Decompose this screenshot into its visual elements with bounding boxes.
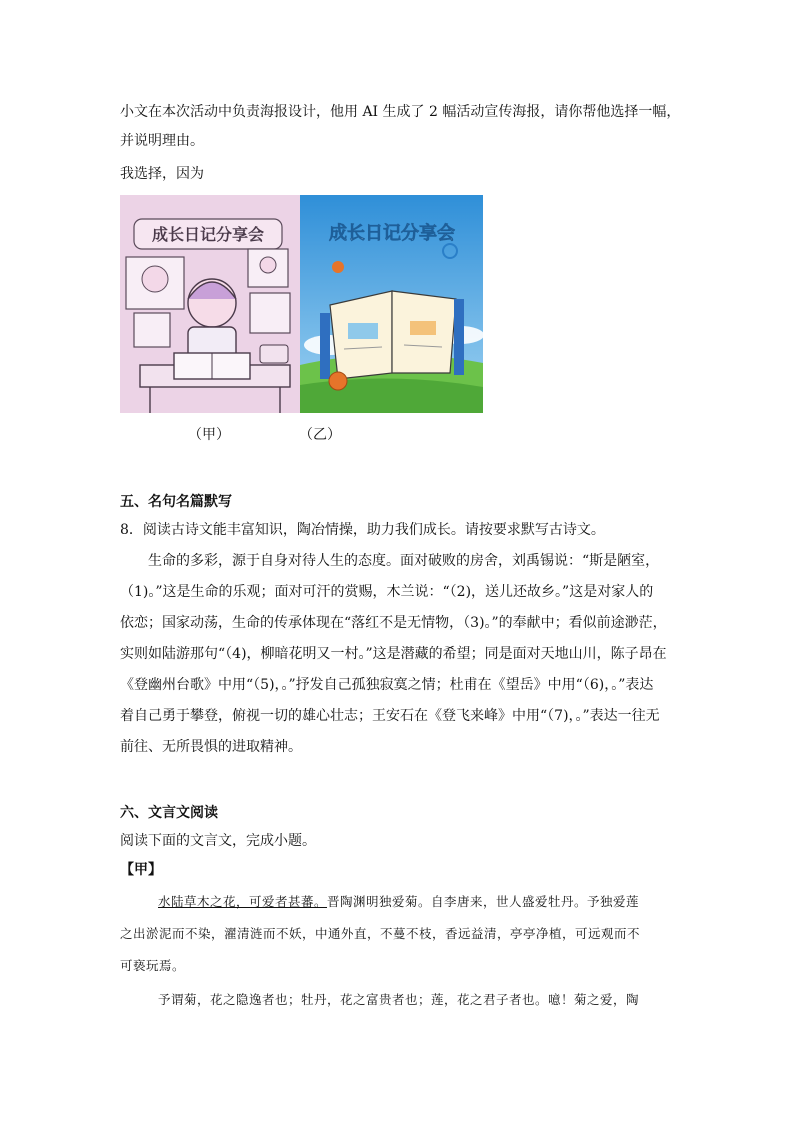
- classical-line-2: 之出淤泥而不染，濯清涟而不妖，中通外直，不蔓不枝，香远益清，亭亭净植，可远观而不: [120, 926, 641, 941]
- section-5-para-line: 生命的多彩，源于自身对待人生的态度。面对破败的房舍，刘禹锡说：“斯是陋室，: [148, 553, 660, 569]
- intro-line-3: 我选择，因为: [120, 166, 204, 182]
- section-6-heading: 六、文言文阅读: [120, 805, 218, 821]
- section-6-instruction: 阅读下面的文言文，完成小题。: [120, 833, 316, 849]
- poster-left: [120, 195, 300, 413]
- section-5-heading: 五、名句名篇默写: [120, 494, 232, 510]
- poster-right-caption: （乙）: [299, 427, 341, 443]
- question-8: 8．阅读古诗文能丰富知识，陶冶情操，助力我们成长。请按要求默写古诗文。: [120, 522, 605, 538]
- classical-line-1-rest: 晋陶渊明独爱菊。自李唐来，世人盛爱牡丹。予独爱莲: [327, 894, 640, 909]
- passage-label: 【甲】: [120, 862, 162, 878]
- classical-line-1: [158, 892, 639, 912]
- classical-line-3: 可亵玩焉。: [120, 958, 186, 973]
- section-5-para-line: 《登幽州台歌》中用“（5)，。”抒发自己孤独寂寞之情；杜甫在《望岳》中用“（6)，。”表达: [120, 677, 654, 693]
- section-5-para-line: 依恋；国家动荡，生命的传承体现在“落红不是无情物，（3)。”的奉献中；看似前途渺茫，: [120, 615, 667, 631]
- poster-right: [300, 195, 483, 413]
- section-5-para-line: （1)。”这是生命的乐观；面对可汗的赏赐，木兰说：“（2)，送儿还故乡。”这是对家人的: [120, 584, 654, 600]
- poster-left-illustration: [120, 195, 300, 413]
- intro-line-2: 并说明理由。: [120, 133, 204, 149]
- poster-right-title: 成长日记分享会: [329, 223, 455, 244]
- poster-left-caption: （甲）: [188, 427, 230, 443]
- section-5-para-line: 实则如陆游那句“（4)，柳暗花明又一村。”这是潜藏的希望；同是面对天地山川，陈子昂在: [120, 646, 667, 662]
- classical-line-4: 予谓菊，花之隐逸者也；牡丹，花之富贵者也；莲，花之君子者也。噫！菊之爱，陶: [158, 992, 640, 1007]
- underlined-sentence: 水陆草木之花，可爱者甚蕃。: [158, 894, 328, 909]
- poster-right-illustration: [300, 195, 483, 413]
- section-5-para-line: 前往、无所畏惧的进取精神。: [120, 739, 302, 755]
- intro-line-1: 小文在本次活动中负责海报设计，他用 AI 生成了 2 幅活动宣传海报，请你帮他选择一幅，: [120, 104, 681, 120]
- section-5-para-line: 着自己勇于攀登，俯视一切的雄心壮志；王安石在《登飞来峰》中用“（7)，。”表达一往无: [120, 708, 660, 724]
- poster-left-title: 成长日记分享会: [151, 225, 265, 244]
